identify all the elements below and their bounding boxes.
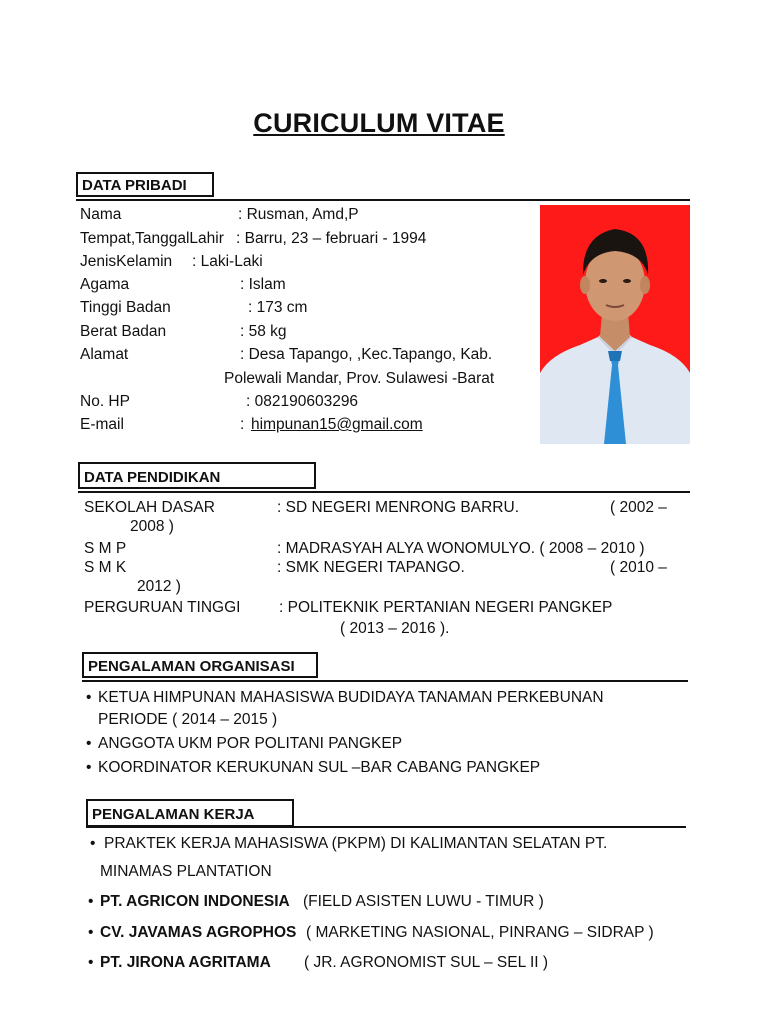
work-item-1-line2: MINAMAS PLANTATION [100, 863, 272, 880]
list-bullet: • [86, 759, 92, 776]
list-bullet: • [88, 893, 94, 910]
work-item-2-company: PT. AGRICON INDONESIA [100, 893, 290, 910]
smk-year-end: 2012 ) [137, 578, 181, 595]
smp-label: S M P [84, 540, 127, 557]
gender-label: JenisKelamin [80, 253, 173, 270]
email-colon: : [240, 416, 245, 433]
weight-value: : 58 kg [240, 323, 287, 340]
smp-value: : MADRASYAH ALYA WONOMULYO. ( 2008 – 2010 ) [277, 540, 645, 557]
org-item-1-line2: PERIODE ( 2014 – 2015 ) [98, 711, 278, 728]
list-bullet: • [90, 835, 96, 852]
page-title: CURICULUM VITAE [253, 108, 505, 138]
list-bullet: • [86, 735, 92, 752]
pt-label: PERGURUAN TINGGI [84, 599, 241, 616]
list-bullet: • [86, 689, 92, 706]
org-item-3: KOORDINATOR KERUKUNAN SUL –BAR CABANG PANGKEP [98, 759, 541, 776]
section-divider [86, 826, 686, 828]
work-item-2-role: (FIELD ASISTEN LUWU - TIMUR ) [303, 893, 544, 910]
work-item-3-role: ( MARKETING NASIONAL, PINRANG – SIDRAP ) [306, 924, 654, 941]
religion-value: : Islam [240, 276, 286, 293]
section-divider [76, 199, 690, 201]
work-item-3-company: CV. JAVAMAS AGROPHOS [100, 924, 297, 941]
org-item-2: ANGGOTA UKM POR POLITANI PANGKEP [98, 735, 403, 752]
height-label: Tinggi Badan [80, 299, 171, 316]
section-heading-organization: PENGALAMAN ORGANISASI [82, 652, 318, 678]
sd-value: : SD NEGERI MENRONG BARRU. [277, 499, 519, 516]
email-link[interactable]: himpunan15@gmail.com [251, 416, 423, 433]
work-item-4-company: PT. JIRONA AGRITAMA [100, 954, 271, 971]
name-value: : Rusman, Amd,P [238, 206, 359, 223]
list-bullet: • [88, 924, 94, 941]
section-divider [78, 491, 690, 493]
phone-label: No. HP [80, 393, 130, 410]
pt-value: : POLITEKNIK PERTANIAN NEGERI PANGKEP [279, 599, 613, 616]
email-label: E-mail [80, 416, 124, 433]
section-heading-personal: DATA PRIBADI [76, 172, 214, 197]
org-item-1-line1: KETUA HIMPUNAN MAHASISWA BUDIDAYA TANAMAN PERKEBUNAN [98, 689, 604, 706]
height-value: : 173 cm [248, 299, 308, 316]
profile-photo [540, 205, 690, 444]
sd-label: SEKOLAH DASAR [84, 499, 215, 516]
smk-year-start: ( 2010 – [610, 559, 667, 576]
sd-year-end: 2008 ) [130, 518, 174, 535]
address-value-line2: Polewali Mandar, Prov. Sulawesi -Barat [224, 370, 495, 387]
section-heading-work: PENGALAMAN KERJA [86, 799, 294, 827]
weight-label: Berat Badan [80, 323, 167, 340]
address-label: Alamat [80, 346, 129, 363]
pt-year: ( 2013 – 2016 ). [340, 620, 450, 637]
section-heading-education: DATA PENDIDIKAN [78, 462, 316, 489]
smk-value: : SMK NEGERI TAPANGO. [277, 559, 465, 576]
address-value-line1: : Desa Tapango, ,Kec.Tapango, Kab. [240, 346, 493, 363]
name-label: Nama [80, 206, 122, 223]
gender-value: : Laki-Laki [192, 253, 263, 270]
smk-label: S M K [84, 559, 127, 576]
person-portrait-icon [540, 205, 690, 444]
birth-value: : Barru, 23 – februari - 1994 [236, 230, 427, 247]
list-bullet: • [88, 954, 94, 971]
birth-label: Tempat,TanggalLahir [80, 230, 224, 247]
section-divider [82, 680, 688, 682]
phone-value: : 082190603296 [246, 393, 359, 410]
sd-year-start: ( 2002 – [610, 499, 667, 516]
religion-label: Agama [80, 276, 130, 293]
work-item-4-role: ( JR. AGRONOMIST SUL – SEL II ) [304, 954, 549, 971]
work-item-1-line1: PRAKTEK KERJA MAHASISWA (PKPM) DI KALIMANTAN SELATAN PT. [104, 835, 608, 852]
